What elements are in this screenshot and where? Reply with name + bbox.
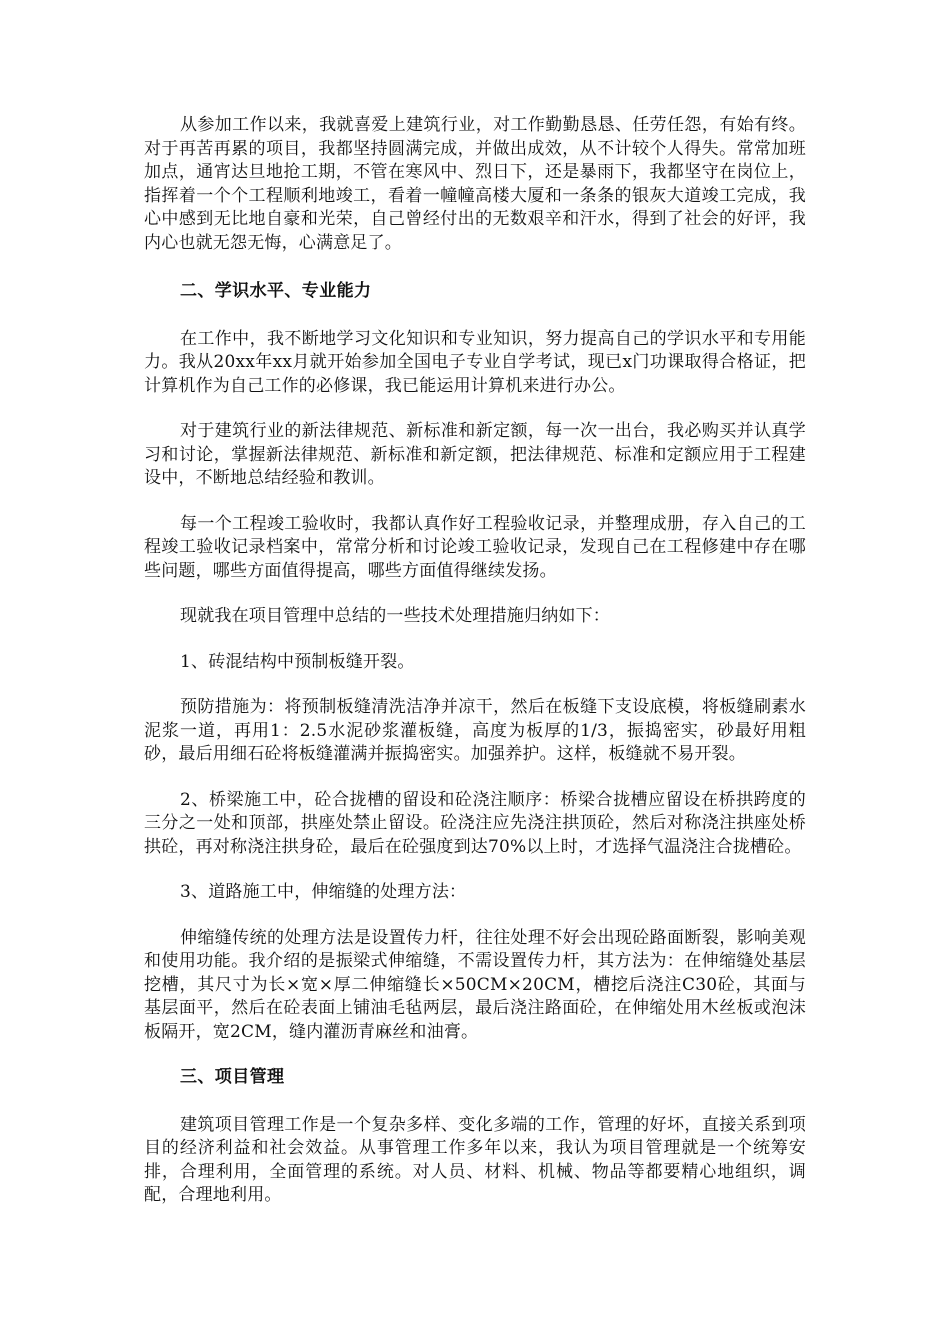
paragraph-project-management: 建筑项目管理工作是一个复杂多样、变化多端的工作，管理的好坏，直接关系到项目的经济利益和社会效益。从事管理工作多年以来，我认为项目管理就是一个统筹安排，合理利用，全面管理的系统。对人员、材料、机械、物品等都要精心地组织，调配，合理地利用。	[144, 1114, 806, 1205]
document-page	[144, 114, 806, 1230]
paragraph-item-1-title: 1、砖混结构中预制板缝开裂。	[180, 651, 415, 672]
paragraph-item-1-measures: 预防措施为：将预制板缝清洗洁净并凉干，然后在板缝下支设底模，将板缝刷素水泥浆一道，再用1：2.5水泥砂浆灌板缝，高度为板厚的1/3，振捣密实，砂最好用粗砂，最后用细石砼将板缝灌满并振捣密实。加强养护。这样，板缝就不易开裂。	[144, 697, 806, 764]
paragraph-self-study: 在工作中，我不断地学习文化知识和专业知识，努力提高自己的学识水平和专用能力。我从20xx年xx月就开始参加全国电子专业自学考试，现已x门功课取得合格证，把计算机作为自己工作的必修课，我已能运用计算机来进行办公。	[144, 328, 806, 396]
paragraph-summary-intro: 现就我在项目管理中总结的一些技术处理措施归纳如下：	[180, 606, 610, 626]
section-heading-project-management: 三、项目管理	[180, 1067, 285, 1087]
paragraph-item-3-method: 伸缩缝传统的处理方法是设置传力杆，往往处理不好会出现砼路面断裂，影响美观和使用功能。我介绍的是振梁式伸缩缝，不需设置传力杆，其方法为：在伸缩缝处基层挖槽，其尺寸为长×宽×厚二伸缩缝长×50CM×20CM，槽挖后浇注C30砼，其面与基层面平，然后在砼表面上铺油毛毡两层，最后浇注路面砼，在伸缩处用木丝板或泡沫板隔开，宽2CM，缝内灌沥青麻丝和油膏。	[144, 927, 806, 1042]
paragraph-acceptance-records: 每一个工程竣工验收时，我都认真作好工程验收记录，并整理成册，存入自己的工程竣工验收记录档案中，常常分析和讨论竣工验收记录，发现自己在工程修建中存在哪些问题，哪些方面值得提高，哪些方面值得继续发扬。	[144, 513, 806, 581]
paragraph-item-3-title: 3、道路施工中，伸缩缝的处理方法：	[180, 882, 467, 902]
section-heading-knowledge: 二、学识水平、专业能力	[180, 281, 372, 301]
paragraph-item-2-bridge: 2、桥梁施工中，砼合拢槽的留设和砼浇注顺序：桥梁合拢槽应留设在桥拱跨度的三分之一处和顶部，拱座处禁止留设。砼浇注应先浇注拱顶砼，然后对称浇注拱座处桥拱砼，再对称浇注拱身砼，最后在砼强度到达70%以上时，才选择气温浇注合拢槽砼。	[144, 789, 806, 857]
paragraph-work-attitude: 从参加工作以来，我就喜爱上建筑行业，对工作勤勤恳恳、任劳任怨，有始有终。对于再苦再累的项目，我都坚持圆满完成，并做出成效，从不计较个人得失。常常加班加点，通宵达旦地抢工期，不管在寒风中、烈日下，还是暴雨下，我都坚守在岗位上，指挥着一个个工程顺利地竣工，看着一幢幢高楼大厦和一条条的银灰大道竣工完成，我心中感到无比地自豪和光荣，自己曾经付出的无数艰辛和汗水，得到了社会的好评，我内心也就无怨无悔，心满意足了。	[144, 115, 806, 253]
paragraph-regulations: 对于建筑行业的新法律规范、新标准和新定额，每一次一出台，我必购买并认真学习和讨论，掌握新法律规范、新标准和新定额，把法律规范、标准和定额应用于工程建设中，不断地总结经验和教训。	[144, 421, 806, 488]
